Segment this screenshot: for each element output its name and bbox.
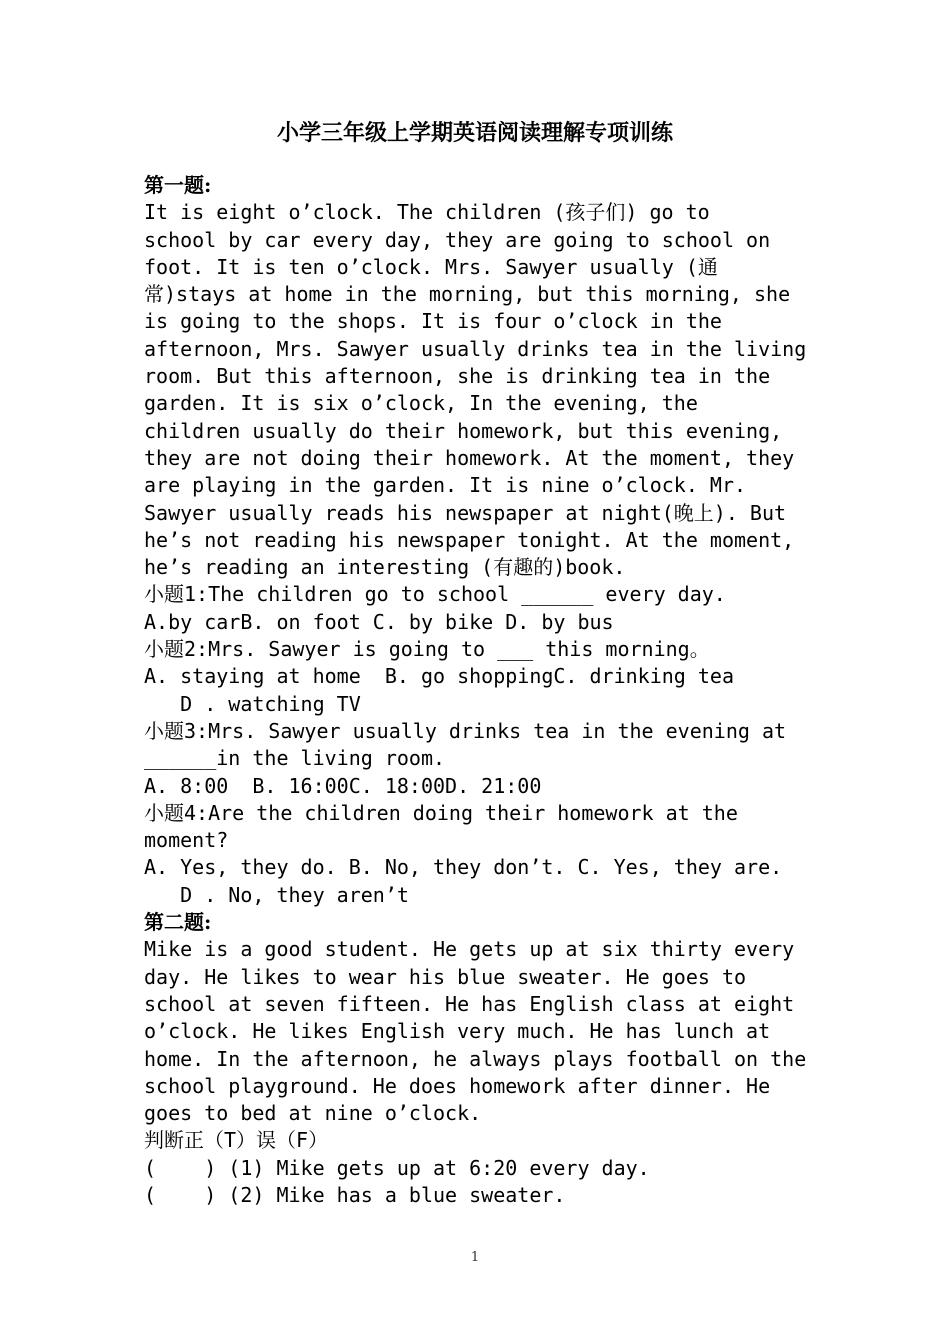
true-false-item: ( ) (2) Mike has a blue sweater. [144,1182,566,1207]
question-line: 小题2:Mrs. Sawyer is going to ___ this morning。 [144,637,710,662]
passage-line: are playing in the garden. It is nine o’clock. Mr. [144,473,747,498]
passage-line: goes to bed at nine o’clock. [144,1101,482,1126]
document-title: 小学三年级上学期英语阅读理解专项训练 [276,120,673,146]
passage-line: foot. It is ten o’clock. Mrs. Sawyer usually (通 [144,254,718,279]
section2-passage [144,936,824,1127]
passage-line: children usually do their homework, but this evening, [144,418,783,443]
question-options: A. 8:00 B. 16:00C. 18:00D. 21:00 [144,773,542,798]
question-line: 小题4:Are the children doing their homework at the [144,800,738,825]
passage-line: garden. It is six o’clock, In the evening, the [144,391,698,416]
passage-line: he’s not reading his newspaper tonight. At the moment, [144,527,795,552]
question-options: A. Yes, they do. B. No, they don’t. C. Yes, they are. [144,855,783,880]
question-options: A. staying at home B. go shoppingC. drinking tea [144,664,735,689]
passage-line: is going to the shops. It is four o’clock in the [144,309,722,334]
passage-line: afternoon, Mrs. Sawyer usually drinks tea in the living [144,336,807,361]
passage-line: It is eight o’clock. The children (孩子们) go to [144,200,710,225]
passage-line: o’clock. He likes English very much. He has lunch at [144,1019,771,1044]
question-options: D . watching TV [144,691,361,716]
passage-line: 常)stays at home in the morning, but this morning, she [144,282,791,307]
document-body [144,172,824,1209]
passage-line: school by car every day, they are going to school on [144,227,771,252]
passage-line: Sawyer usually reads his newspaper at night(晚上). But [144,500,787,525]
question-options: A.by carB. on foot C. by bike D. by bus [144,609,614,634]
question-line: 小题3:Mrs. Sawyer usually drinks tea in the evening at [144,718,787,743]
question-line: 小题1:The children go to school ______ every day. [144,582,726,607]
question-options: D . No, they aren’t [144,882,409,907]
passage-line: room. But this afternoon, she is drinking tea in the [144,364,771,389]
page-number: 1 [470,1250,480,1265]
passage-line: Mike is a good student. He gets up at six thirty every [144,937,795,962]
passage-line: day. He likes to wear his blue sweater. He goes to [144,964,747,989]
section1-questions [144,581,824,909]
section1-heading: 第一题: [144,173,212,197]
section1-passage [144,199,824,581]
passage-line: he’s reading an interesting (有趣的)book. [144,555,626,580]
section2-heading: 第二题: [144,910,212,935]
true-false-item: ( ) (1) Mike gets up at 6:20 every day. [144,1155,650,1180]
passage-line: school playground. He does homework after dinner. He [144,1073,771,1098]
question-line: ______in the living room. [144,746,446,771]
passage-line: home. In the afternoon, he always plays football on the [144,1046,807,1071]
question-line: moment? [144,828,229,853]
passage-line: school at seven fifteen. He has English class at eight [144,991,795,1016]
passage-line: they are not doing their homework. At the moment, they [144,445,795,470]
true-false-instruction: 判断正（T）误（F） [144,1128,329,1153]
